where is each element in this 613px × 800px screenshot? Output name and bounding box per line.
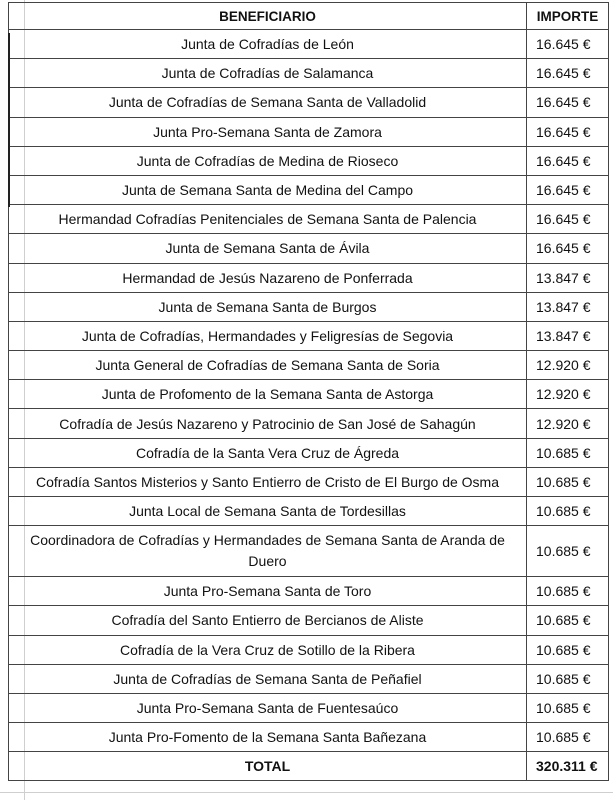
beneficiario-cell: Junta de Semana Santa de Medina del Campo bbox=[9, 175, 527, 204]
beneficiario-cell: Junta Pro-Semana Santa de Fuentesaúco bbox=[9, 693, 527, 722]
total-row bbox=[9, 752, 609, 781]
importe-cell: 10.685 € bbox=[527, 497, 609, 526]
table-row bbox=[9, 263, 609, 292]
beneficiario-cell: Junta Pro-Fomento de la Semana Santa Bañezana bbox=[9, 723, 527, 752]
importe-cell: 10.685 € bbox=[527, 606, 609, 635]
beneficiario-cell: Cofradía de Jesús Nazareno y Patrocinio de San José de Sahagún bbox=[9, 409, 527, 438]
beneficiario-cell: Junta de Cofradías de Semana Santa de Valladolid bbox=[9, 88, 527, 117]
importe-cell: 10.685 € bbox=[527, 577, 609, 606]
grants-table bbox=[8, 2, 609, 781]
importe-cell: 16.645 € bbox=[527, 117, 609, 146]
importe-cell: 16.645 € bbox=[527, 88, 609, 117]
total-label: TOTAL bbox=[9, 752, 527, 781]
importe-cell: 10.685 € bbox=[527, 723, 609, 752]
table-row bbox=[9, 693, 609, 722]
beneficiario-cell: Junta Pro-Semana Santa de Toro bbox=[9, 577, 527, 606]
importe-cell: 13.847 € bbox=[527, 263, 609, 292]
beneficiario-cell: Cofradía del Santo Entierro de Bercianos de Aliste bbox=[9, 606, 527, 635]
beneficiario-cell: Junta de Cofradías de Salamanca bbox=[9, 59, 527, 88]
table-row bbox=[9, 606, 609, 635]
table-row bbox=[9, 59, 609, 88]
importe-cell: 10.685 € bbox=[527, 438, 609, 467]
importe-cell: 10.685 € bbox=[527, 693, 609, 722]
beneficiario-cell: Cofradía de la Vera Cruz de Sotillo de la Ribera bbox=[9, 635, 527, 664]
importe-cell: 10.685 € bbox=[527, 467, 609, 496]
page-guide-line bbox=[0, 792, 613, 793]
importe-cell: 16.645 € bbox=[527, 175, 609, 204]
beneficiario-cell: Coordinadora de Cofradías y Hermandades de Semana Santa de Aranda de Duero bbox=[9, 526, 527, 577]
beneficiario-cell: Cofradía de la Santa Vera Cruz de Ágreda bbox=[9, 438, 527, 467]
table-row bbox=[9, 409, 609, 438]
beneficiario-cell: Hermandad Cofradías Penitenciales de Semana Santa de Palencia bbox=[9, 205, 527, 234]
table-row bbox=[9, 88, 609, 117]
header-beneficiario: BENEFICIARIO bbox=[9, 3, 527, 30]
beneficiario-cell: Junta de Cofradías de Semana Santa de Peñafiel bbox=[9, 664, 527, 693]
beneficiario-cell: Junta de Cofradías, Hermandades y Feligresías de Segovia bbox=[9, 321, 527, 350]
importe-cell: 13.847 € bbox=[527, 292, 609, 321]
importe-cell: 12.920 € bbox=[527, 409, 609, 438]
table-row bbox=[9, 321, 609, 350]
beneficiario-cell: Junta Local de Semana Santa de Tordesillas bbox=[9, 497, 527, 526]
importe-cell: 10.685 € bbox=[527, 526, 609, 577]
total-amount: 320.311 € bbox=[527, 752, 609, 781]
table-row bbox=[9, 380, 609, 409]
beneficiario-cell: Junta de Cofradías de León bbox=[9, 30, 527, 59]
table-row bbox=[9, 351, 609, 380]
importe-cell: 16.645 € bbox=[527, 30, 609, 59]
table-row bbox=[9, 30, 609, 59]
importe-cell: 16.645 € bbox=[527, 59, 609, 88]
importe-cell: 12.920 € bbox=[527, 380, 609, 409]
table-row bbox=[9, 438, 609, 467]
importe-cell: 16.645 € bbox=[527, 146, 609, 175]
table-left-border-accent bbox=[8, 33, 10, 207]
beneficiario-cell: Junta General de Cofradías de Semana Santa de Soria bbox=[9, 351, 527, 380]
beneficiario-cell: Junta de Semana Santa de Burgos bbox=[9, 292, 527, 321]
table-row bbox=[9, 723, 609, 752]
table-header-row bbox=[9, 3, 609, 30]
table-row bbox=[9, 664, 609, 693]
table-row bbox=[9, 146, 609, 175]
beneficiario-cell: Junta de Cofradías de Medina de Rioseco bbox=[9, 146, 527, 175]
table-row bbox=[9, 577, 609, 606]
table-row bbox=[9, 175, 609, 204]
importe-cell: 16.645 € bbox=[527, 205, 609, 234]
table-row bbox=[9, 234, 609, 263]
beneficiario-cell: Hermandad de Jesús Nazareno de Ponferrada bbox=[9, 263, 527, 292]
beneficiario-cell: Junta de Semana Santa de Ávila bbox=[9, 234, 527, 263]
importe-cell: 10.685 € bbox=[527, 635, 609, 664]
table-row bbox=[9, 205, 609, 234]
importe-cell: 13.847 € bbox=[527, 321, 609, 350]
importe-cell: 12.920 € bbox=[527, 351, 609, 380]
importe-cell: 16.645 € bbox=[527, 234, 609, 263]
importe-cell: 10.685 € bbox=[527, 664, 609, 693]
table-row bbox=[9, 635, 609, 664]
table-row bbox=[9, 497, 609, 526]
header-importe: IMPORTE bbox=[527, 3, 609, 30]
table-row bbox=[9, 292, 609, 321]
table-row bbox=[9, 467, 609, 496]
table-row bbox=[9, 526, 609, 577]
table-row bbox=[9, 117, 609, 146]
beneficiario-cell: Junta de Profomento de la Semana Santa de Astorga bbox=[9, 380, 527, 409]
beneficiario-cell: Junta Pro-Semana Santa de Zamora bbox=[9, 117, 527, 146]
beneficiario-cell: Cofradía Santos Misterios y Santo Entierro de Cristo de El Burgo de Osma bbox=[9, 467, 527, 496]
